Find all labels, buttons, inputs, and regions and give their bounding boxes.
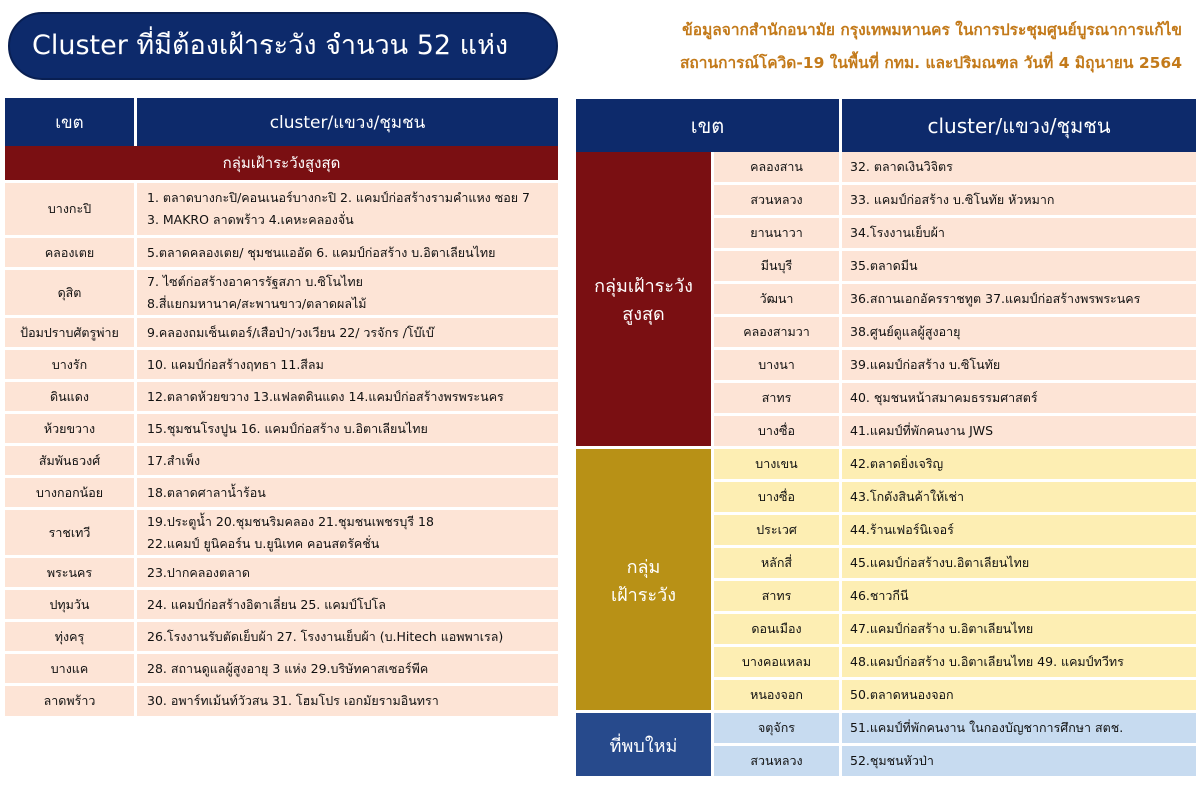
cluster-cell: 23.ปากคลองตลาด [137, 558, 558, 590]
district-cell: หลักสี่ [714, 548, 842, 581]
left-table-header [5, 98, 558, 146]
cluster-cell: 34.โรงงานเย็บผ้า [842, 218, 1196, 251]
cluster-cell: 45.แคมป์ก่อสร้างบ.อิตาเลียนไทย [842, 548, 1196, 581]
cluster-cell: 44.ร้านเฟอร์นิเจอร์ [842, 515, 1196, 548]
source-line-2: สถานการณ์โควิด-19 ในพื้นที่ กทม. และปริมณฑล วันที่ 4 มิถุนายน 2564 [679, 54, 1182, 72]
cluster-cell: 26.โรงงานรับตัดเย็บผ้า 27. โรงงานเย็บผ้า (บ.Hitech แอพพาเรล) [137, 622, 558, 654]
district-cell: มีนบุรี [714, 251, 842, 284]
table-row [576, 713, 1196, 746]
cluster-cell: 28. สถานดูแลผู้สูงอายุ 3 แห่ง 29.บริษัทคาสเซอร์พีค [137, 654, 558, 686]
cluster-cell: 39.แคมป์ก่อสร้าง บ.ซิโนทัย [842, 350, 1196, 383]
table-row [5, 686, 558, 719]
district-cell: ป้อมปราบศัตรูพ่าย [5, 318, 137, 350]
cluster-cell: 30. อพาร์ทเม้นท์วัวสน 31. โฮมโปร เอกมัยรามอินทรา [137, 686, 558, 719]
category-band [5, 146, 558, 183]
cluster-cell: 41.แคมป์ที่พักคนงาน JWS [842, 416, 1196, 449]
district-column-header: เขต [576, 99, 842, 152]
district-cell: วัฒนา [714, 284, 842, 317]
district-cell: บางเขน [714, 449, 842, 482]
cluster-cell: 42.ตลาดยิ่งเจริญ [842, 449, 1196, 482]
table-row [576, 449, 1196, 482]
district-cell: ดุสิต [5, 270, 137, 318]
cluster-cell: 19.ประตูน้ำ 20.ชุมชนริมคลอง 21.ชุมชนเพชรบุรี 18 22.แคมป์ ยูนิคอร์น บ.ยูนิเทค คอนสตรัคชั่น [137, 510, 558, 558]
district-cell: บางคอแหลม [714, 647, 842, 680]
table-row [5, 446, 558, 478]
table-row [5, 478, 558, 510]
cluster-cell: 48.แคมป์ก่อสร้าง บ.อิตาเลียนไทย 49. แคมป์ทวีทร [842, 647, 1196, 680]
table-row [5, 238, 558, 270]
cluster-cell: 24. แคมป์ก่อสร้างอิตาเลี่ยน 25. แคมป์โปโล [137, 590, 558, 622]
right-cluster-table [576, 99, 1196, 779]
cluster-cell: 47.แคมป์ก่อสร้าง บ.อิตาเลียนไทย [842, 614, 1196, 647]
cluster-cell: 33. แคมป์ก่อสร้าง บ.ซิโนทัย หัวหมาก [842, 185, 1196, 218]
district-cell: คลองเตย [5, 238, 137, 270]
district-cell: สาทร [714, 383, 842, 416]
cluster-cell: 43.โกดังสินค้าให้เช่า [842, 482, 1196, 515]
district-cell: ยานนาวา [714, 218, 842, 251]
district-cell: บางซื่อ [714, 482, 842, 515]
district-cell: คลองสาน [714, 152, 842, 185]
district-cell: พระนคร [5, 558, 137, 590]
district-cell: ดินแดง [5, 382, 137, 414]
table-row [5, 414, 558, 446]
district-cell: สวนหลวง [714, 185, 842, 218]
cluster-cell: 46.ชาวกีนี [842, 581, 1196, 614]
table-row [5, 654, 558, 686]
page-title: Cluster ที่มีต้องเฝ้าระวัง จำนวน 52 แห่ง [8, 12, 558, 80]
cluster-cell: 35.ตลาดมีน [842, 251, 1196, 284]
district-cell: สวนหลวง [714, 746, 842, 779]
left-cluster-table [5, 98, 558, 719]
district-cell: บางซื่อ [714, 416, 842, 449]
district-cell: ประเวศ [714, 515, 842, 548]
cluster-cell: 52.ชุมชนหัวป่า [842, 746, 1196, 779]
district-cell: บางรัก [5, 350, 137, 382]
cluster-cell: 40. ชุมชนหน้าสมาคมธรรมศาสตร์ [842, 383, 1196, 416]
category-label: กลุ่มเฝ้าระวังสูงสุด [5, 146, 558, 183]
district-cell: สัมพันธวงศ์ [5, 446, 137, 478]
source-note [602, 14, 1182, 80]
cluster-cell: 17.สำเพ็ง [137, 446, 558, 478]
district-cell: บางนา [714, 350, 842, 383]
district-cell: ห้วยขวาง [5, 414, 137, 446]
table-row [5, 510, 558, 558]
table-row [576, 152, 1196, 185]
category-cell: กลุ่ม เฝ้าระวัง [576, 449, 714, 713]
district-cell: บางกะปิ [5, 183, 137, 238]
table-row [5, 590, 558, 622]
cluster-cell: 51.แคมป์ที่พักคนงาน ในกองบัญชาการศึกษา สตช. [842, 713, 1196, 746]
category-cell: กลุ่มเฝ้าระวัง สูงสุด [576, 152, 714, 449]
cluster-cell: 1. ตลาดบางกะปิ/คอนเนอร์บางกะปิ 2. แคมป์ก่อสร้างรามคำแหง ซอย 7 3. MAKRO ลาดพร้าว 4.เคหะคลองจั่น [137, 183, 558, 238]
cluster-cell: 18.ตลาดศาลาน้ำร้อน [137, 478, 558, 510]
table-row [5, 382, 558, 414]
table-row [5, 318, 558, 350]
cluster-cell: 9.คลองถมเซ็นเตอร์/เสือป่า/วงเวียน 22/ วรจักร /โบ๊เบ๊ [137, 318, 558, 350]
cluster-cell: 15.ชุมชนโรงปูน 16. แคมป์ก่อสร้าง บ.อิตาเลียนไทย [137, 414, 558, 446]
district-cell: ราชเทวี [5, 510, 137, 558]
cluster-cell: 50.ตลาดหนองจอก [842, 680, 1196, 713]
table-row [5, 270, 558, 318]
cluster-cell: 5.ตลาดคลองเตย/ ชุมชนแออัด 6. แคมป์ก่อสร้าง บ.อิตาเลียนไทย [137, 238, 558, 270]
district-cell: จตุจักร [714, 713, 842, 746]
district-cell: บางแค [5, 654, 137, 686]
cluster-cell: 7. ไซต์ก่อสร้างอาคารรัฐสภา บ.ซิโนไทย 8.สี่แยกมหานาค/สะพานขาว/ตลาดผลไม้ [137, 270, 558, 318]
cluster-column-header: cluster/แขวง/ชุมชน [137, 98, 558, 146]
district-cell: ทุ่งครุ [5, 622, 137, 654]
category-cell: ที่พบใหม่ [576, 713, 714, 779]
table-row [5, 350, 558, 382]
cluster-cell: 36.สถานเอกอัครราชทูต 37.แคมป์ก่อสร้างพรพระนคร [842, 284, 1196, 317]
district-column-header: เขต [5, 98, 137, 146]
cluster-column-header: cluster/แขวง/ชุมชน [842, 99, 1196, 152]
cluster-cell: 10. แคมป์ก่อสร้างฤทธา 11.สีลม [137, 350, 558, 382]
district-cell: สาทร [714, 581, 842, 614]
cluster-cell: 32. ตลาดเงินวิจิตร [842, 152, 1196, 185]
cluster-cell: 38.ศูนย์ดูแลผู้สูงอายุ [842, 317, 1196, 350]
district-cell: บางกอกน้อย [5, 478, 137, 510]
source-line-1: ข้อมูลจากสำนักอนามัย กรุงเทพมหานคร ในการประชุมศูนย์บูรณาการแก้ไข [682, 21, 1182, 39]
district-cell: หนองจอก [714, 680, 842, 713]
right-table-header [576, 99, 1196, 152]
district-cell: ลาดพร้าว [5, 686, 137, 719]
district-cell: ปทุมวัน [5, 590, 137, 622]
table-row [5, 622, 558, 654]
table-row [5, 183, 558, 238]
district-cell: คลองสามวา [714, 317, 842, 350]
cluster-cell: 12.ตลาดห้วยขวาง 13.แฟลตดินแดง 14.แคมป์ก่อสร้างพรพระนคร [137, 382, 558, 414]
district-cell: ดอนเมือง [714, 614, 842, 647]
table-row [5, 558, 558, 590]
